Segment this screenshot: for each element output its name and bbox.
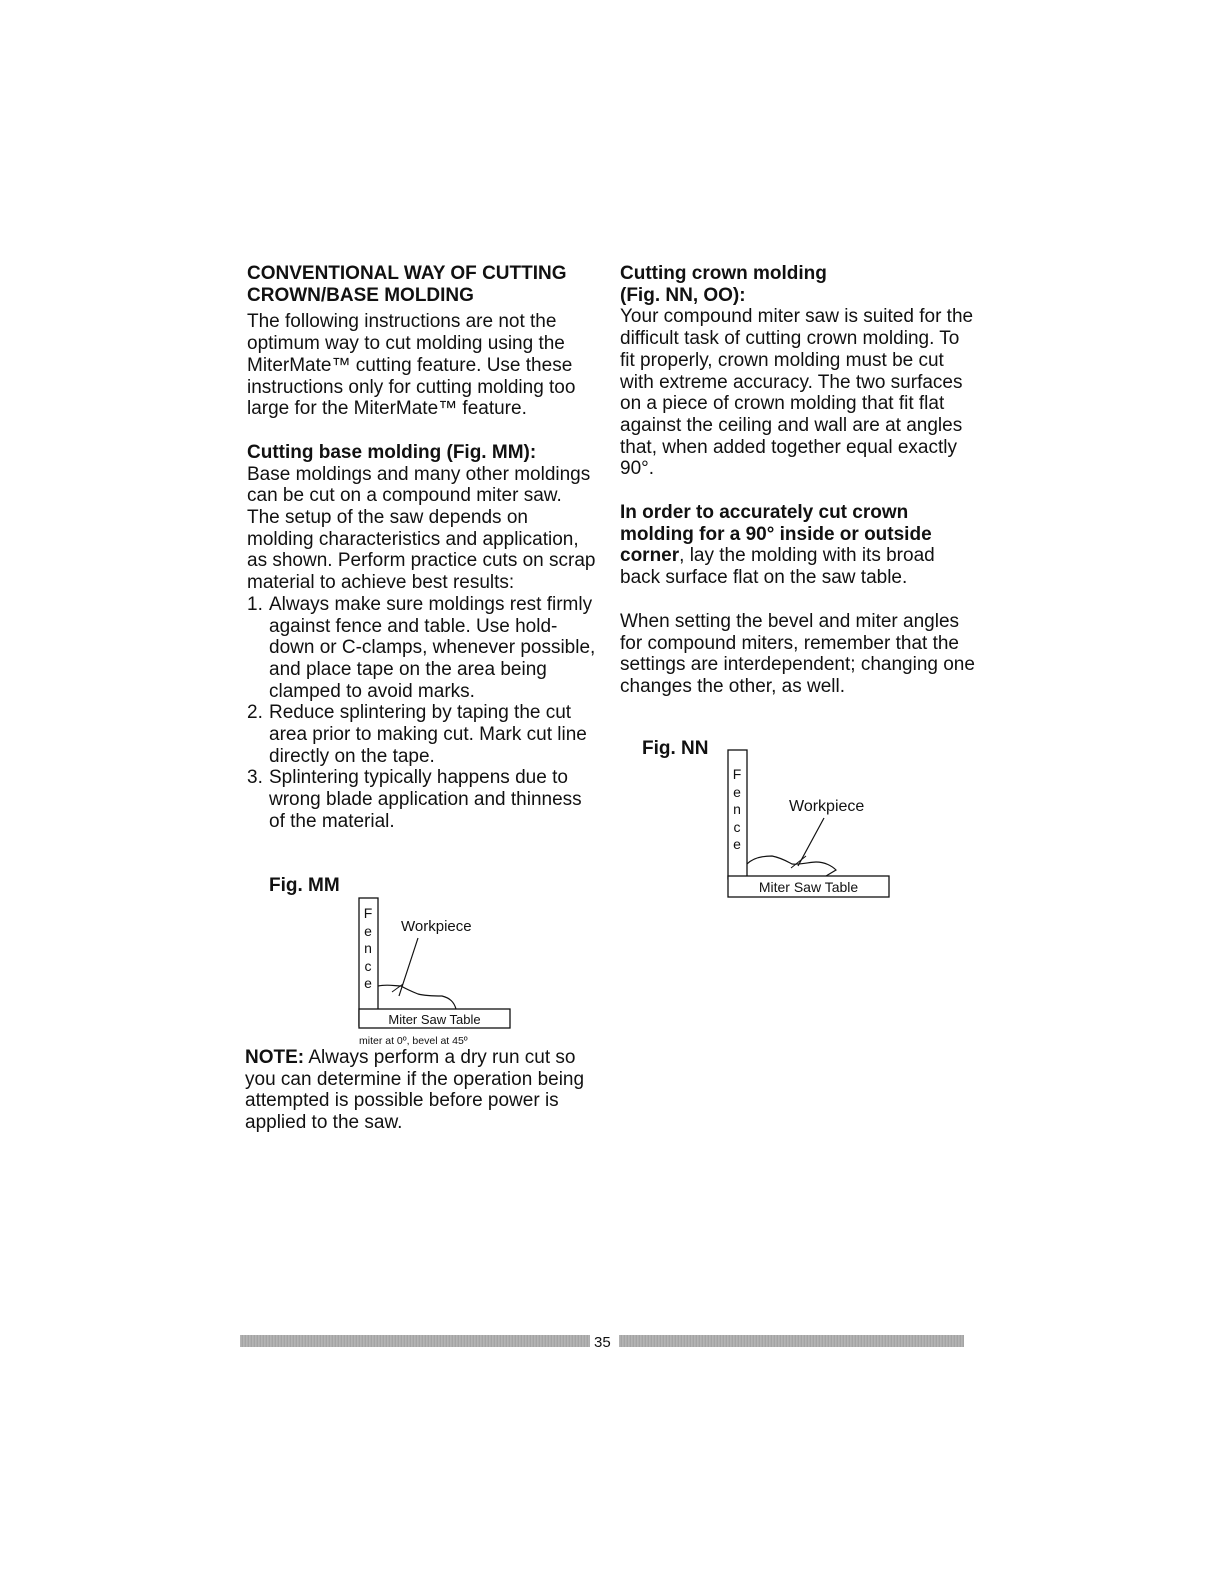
crown-corner-rest: , lay the molding with its broad back surface flat on the saw table. xyxy=(620,545,935,589)
workpiece-shape xyxy=(747,856,836,876)
heading-line-1: Cutting crown molding xyxy=(620,263,827,284)
footer-bar-right xyxy=(619,1335,964,1347)
list-text: Reduce splintering by taping the cut area prior to making cut. Mark cut line directly on the tape. xyxy=(269,702,587,767)
crown-corner-lead: In order to accurately cut crown molding for a 90° inside or outside corner xyxy=(620,502,932,567)
figure-mm-caption: miter at 0º, bevel at 45º xyxy=(359,1035,468,1047)
figure-nn xyxy=(640,738,900,908)
figure-mm-label: Fig. MM xyxy=(269,875,340,896)
base-molding-body: Base moldings and many other moldings can be cut on a compound miter saw. The setup of the saw depends on molding characteristics and application, as shown. Perform practice cuts on scrap material to achieve best results: xyxy=(247,463,596,594)
crown-corner-paragraph xyxy=(620,502,975,589)
note-paragraph xyxy=(245,1047,585,1134)
fence-letter: F xyxy=(363,905,373,921)
workpiece-label: Workpiece xyxy=(401,918,472,935)
intro-paragraph: The following instructions are not the optimum way to cut molding using the MiterMate™ cutting feature. Use these instructions only for cutting molding too large for the MiterMate™ feature. xyxy=(247,311,576,420)
heading-line-2: (Fig. NN, OO): xyxy=(620,284,746,306)
fence-letter: e xyxy=(733,836,741,852)
list-number: 2. xyxy=(247,702,263,724)
base-molding-heading: Cutting base molding (Fig. MM): xyxy=(247,441,537,463)
fence-letter: c xyxy=(364,957,372,974)
list-item xyxy=(247,767,597,832)
figure-mm xyxy=(260,868,530,1053)
list-text: Splintering typically happens due to wrong blade application and thinness of the material. xyxy=(269,767,582,832)
fence-letter: e xyxy=(364,975,372,991)
crown-body-paragraph: Your compound miter saw is suited for the difficult task of cutting crown molding. To fit properly, crown molding must be cut with extreme accuracy. The two surfaces on a piece of crown molding that fit flat against the ceiling and wall are at angles that, when added together equal exactly 90°. xyxy=(620,306,974,480)
fence-letter: F xyxy=(732,766,742,782)
fence-letter: n xyxy=(364,940,372,956)
miter-saw-table-label: Miter Saw Table xyxy=(758,879,859,895)
fence-label xyxy=(729,766,745,854)
left-column xyxy=(247,263,597,833)
fence-letter: e xyxy=(364,922,372,939)
fence-letter: e xyxy=(733,783,741,800)
note-text: Always perform a dry run cut so you can determine if the operation being attempted is possible before power is applied to the saw. xyxy=(245,1047,585,1134)
heading-line-1: CONVENTIONAL WAY OF CUTTING xyxy=(247,263,567,284)
list-number: 1. xyxy=(247,593,263,615)
list-item xyxy=(247,594,597,703)
instructions-list xyxy=(247,594,597,833)
note-label: NOTE: xyxy=(245,1047,305,1068)
figure-nn-label: Fig. NN xyxy=(642,738,709,759)
miter-saw-table-label: Miter Saw Table xyxy=(388,1012,481,1027)
workpiece-shape xyxy=(378,985,456,1009)
fence-letter: c xyxy=(733,818,741,835)
page-number: 35 xyxy=(594,1334,611,1351)
list-item xyxy=(247,702,597,767)
section-heading-conventional xyxy=(247,263,597,306)
workpiece-label: Workpiece xyxy=(789,798,865,815)
bevel-miter-paragraph: When setting the bevel and miter angles for compound miters, remember that the settings are interdependent; changing one changes the other, as well. xyxy=(620,610,975,697)
section-heading-crown xyxy=(620,263,975,306)
list-text: Always make sure moldings rest firmly against fence and table. Use hold-down or C-clamps, whenever possible, and place tape on the area being clamped to avoid marks. xyxy=(269,593,596,702)
footer-bar-left xyxy=(240,1335,590,1347)
list-number: 3. xyxy=(247,767,263,789)
fence-letter: n xyxy=(733,801,741,817)
heading-line-2: CROWN/BASE MOLDING xyxy=(247,284,474,306)
workpiece-leader xyxy=(399,938,418,996)
right-column xyxy=(620,263,975,698)
fence-label xyxy=(360,905,376,993)
